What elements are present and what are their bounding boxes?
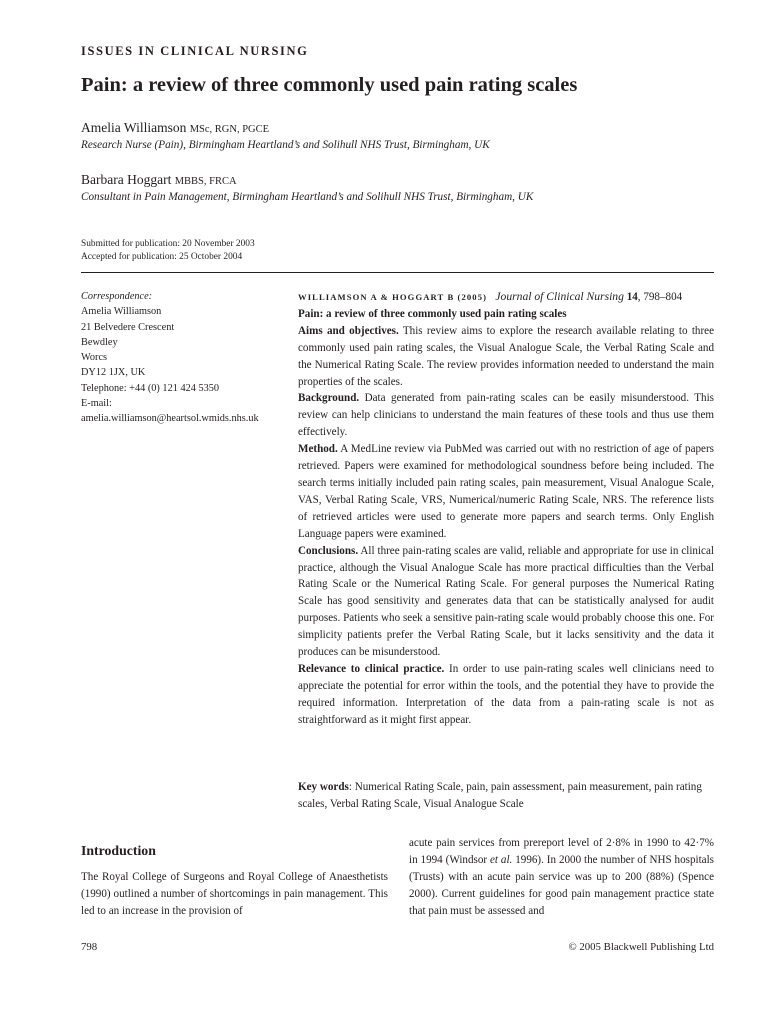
author-2-qualifications: MBBS, FRCA — [174, 176, 237, 187]
author-2 — [81, 172, 237, 188]
author-2-affiliation: Consultant in Pain Management, Birmingham Heartland’s and Solihull NHS Trust, Birmingham, UK — [81, 191, 534, 203]
keywords-text: : Numerical Rating Scale, pain, pain assessment, pain measurement, pain rating scales, Verbal Rating Scale, Visual Analogue Scale — [298, 781, 702, 810]
introduction-heading: Introduction — [81, 843, 156, 858]
abstract-citation — [298, 289, 714, 306]
correspondence-block — [81, 289, 281, 427]
correspondence-email[interactable]: amelia.williamson@heartsol.wmids.nhs.uk — [81, 413, 259, 425]
intro-text: acute pain services from prereport level of 2·8% in 1990 to 42·7% in 1994 (Windsor — [409, 837, 714, 866]
abstract-text: This review aims to explore the research available relating to three commonly used pain rating scales, the Visual Analogue Scale, the Verbal Rating Scale and the Numerical Rating Scale. The review provides information needed to understand the main properties of the scales. — [298, 324, 714, 388]
correspondence-line: 21 Belvedere Crescent — [81, 321, 175, 333]
abstract-section-relevance — [298, 661, 714, 729]
citation-authors: WILLIAMSON A & HOGGART B (2005) — [298, 292, 488, 302]
correspondence-line: DY12 1JX, UK — [81, 367, 146, 379]
abstract-text: All three pain-rating scales are valid, reliable and appropriate for use in clinical practice, although the Visual Analogue Scale has more practical difficulties than the Verbal Rating Scale or the Numerical Rating Scale. For general purposes the Numerical Rating Scale has good sensitivity and generates data that can be statistically analysed for audit purposes. Patients who seek a sensitive pain-rating scale would probably choose this one. For simplicity patients prefer the Verbal Rating Scale, but it lacks sensitivity and the data it produces can be misunderstood. — [298, 544, 714, 659]
author-1-qualifications: MSc, RGN, PGCE — [189, 124, 270, 135]
keywords-label: Key words — [298, 781, 349, 793]
accepted-date: Accepted for publication: 25 October 2004 — [81, 252, 243, 262]
publication-dates — [81, 238, 255, 264]
citation-pages: , 798–804 — [637, 291, 683, 303]
article-title: Pain: a review of three commonly used pain rating scales — [81, 74, 578, 96]
abstract-heading: Method. — [298, 443, 338, 456]
author-1-affiliation: Research Nurse (Pain), Birmingham Heartland’s and Solihull NHS Trust, Birmingham, UK — [81, 139, 490, 151]
author-2-name: Barbara Hoggart — [81, 172, 172, 187]
citation-journal: Journal of Clinical Nursing — [495, 290, 624, 303]
correspondence-label: Correspondence: — [81, 291, 153, 302]
abstract-heading: Aims and objectives. — [298, 324, 399, 337]
abstract-text: In order to use pain-rating scales well clinicians need to appreciate the potential for error within the tools, and the potential they have to provide the required information. Interpretation of the data from a pain-rating scale is not as straightforward as it might first appear. — [298, 662, 714, 726]
correspondence-line: E-mail: — [81, 398, 112, 410]
copyright: © 2005 Blackwell Publishing Ltd — [568, 941, 714, 953]
author-1-name: Amelia Williamson — [81, 120, 187, 135]
abstract-section-conclusions — [298, 543, 714, 661]
section-label: ISSUES IN CLINICAL NURSING — [81, 44, 309, 58]
abstract — [298, 289, 714, 729]
submitted-date: Submitted for publication: 20 November 2003 — [81, 239, 255, 249]
citation-volume: 14 — [626, 291, 638, 303]
intro-text: 1996). In 2000 the number of NHS hospitals (Trusts) with an acute pain service was up to 200 (88%) (Spence 2000). Current guidelines for good pain management practice state that pain must be assessed and — [409, 854, 715, 917]
abstract-section-background — [298, 390, 714, 441]
abstract-section-aims — [298, 323, 714, 391]
abstract-text: Data generated from pain-rating scales can be easily misunderstood. This review can help clinicians to understand the main features of these tools and thus use them effectively. — [298, 392, 714, 439]
abstract-heading: Conclusions. — [298, 544, 359, 557]
abstract-title: Pain: a review of three commonly used pain rating scales — [298, 307, 567, 320]
author-1 — [81, 120, 269, 136]
correspondence-line: Worcs — [81, 352, 108, 364]
introduction-left-column: The Royal College of Surgeons and Royal College of Anaesthetists (1990) outlined a number of shortcomings in pain management. This led to an increase in the provision of — [81, 871, 388, 917]
keywords — [298, 779, 714, 813]
correspondence-line: Bewdley — [81, 336, 118, 348]
correspondence-line: Amelia Williamson — [81, 306, 162, 318]
abstract-heading: Relevance to clinical practice. — [298, 662, 445, 675]
abstract-heading: Background. — [298, 392, 360, 405]
abstract-text: A MedLine review via PubMed was carried out with no restriction of age of papers retrieved. Papers were examined for methodological soundness before being included. The search terms initially included pain rating scales, pain measurement, Visual Analogue Scale, VAS, Verbal Rating Scale, VRS, Numerical/numeric Rating Scale, NRS. The reference lists of retrieved articles were used to generate more papers and search terms. Only English Language papers were examined. — [298, 443, 714, 540]
correspondence-line: Telephone: +44 (0) 121 424 5350 — [81, 382, 220, 394]
header-divider — [81, 272, 714, 273]
intro-etal: et al. — [490, 854, 513, 866]
page-number: 798 — [81, 941, 98, 953]
abstract-section-method — [298, 441, 714, 542]
introduction-right-column — [409, 835, 714, 920]
